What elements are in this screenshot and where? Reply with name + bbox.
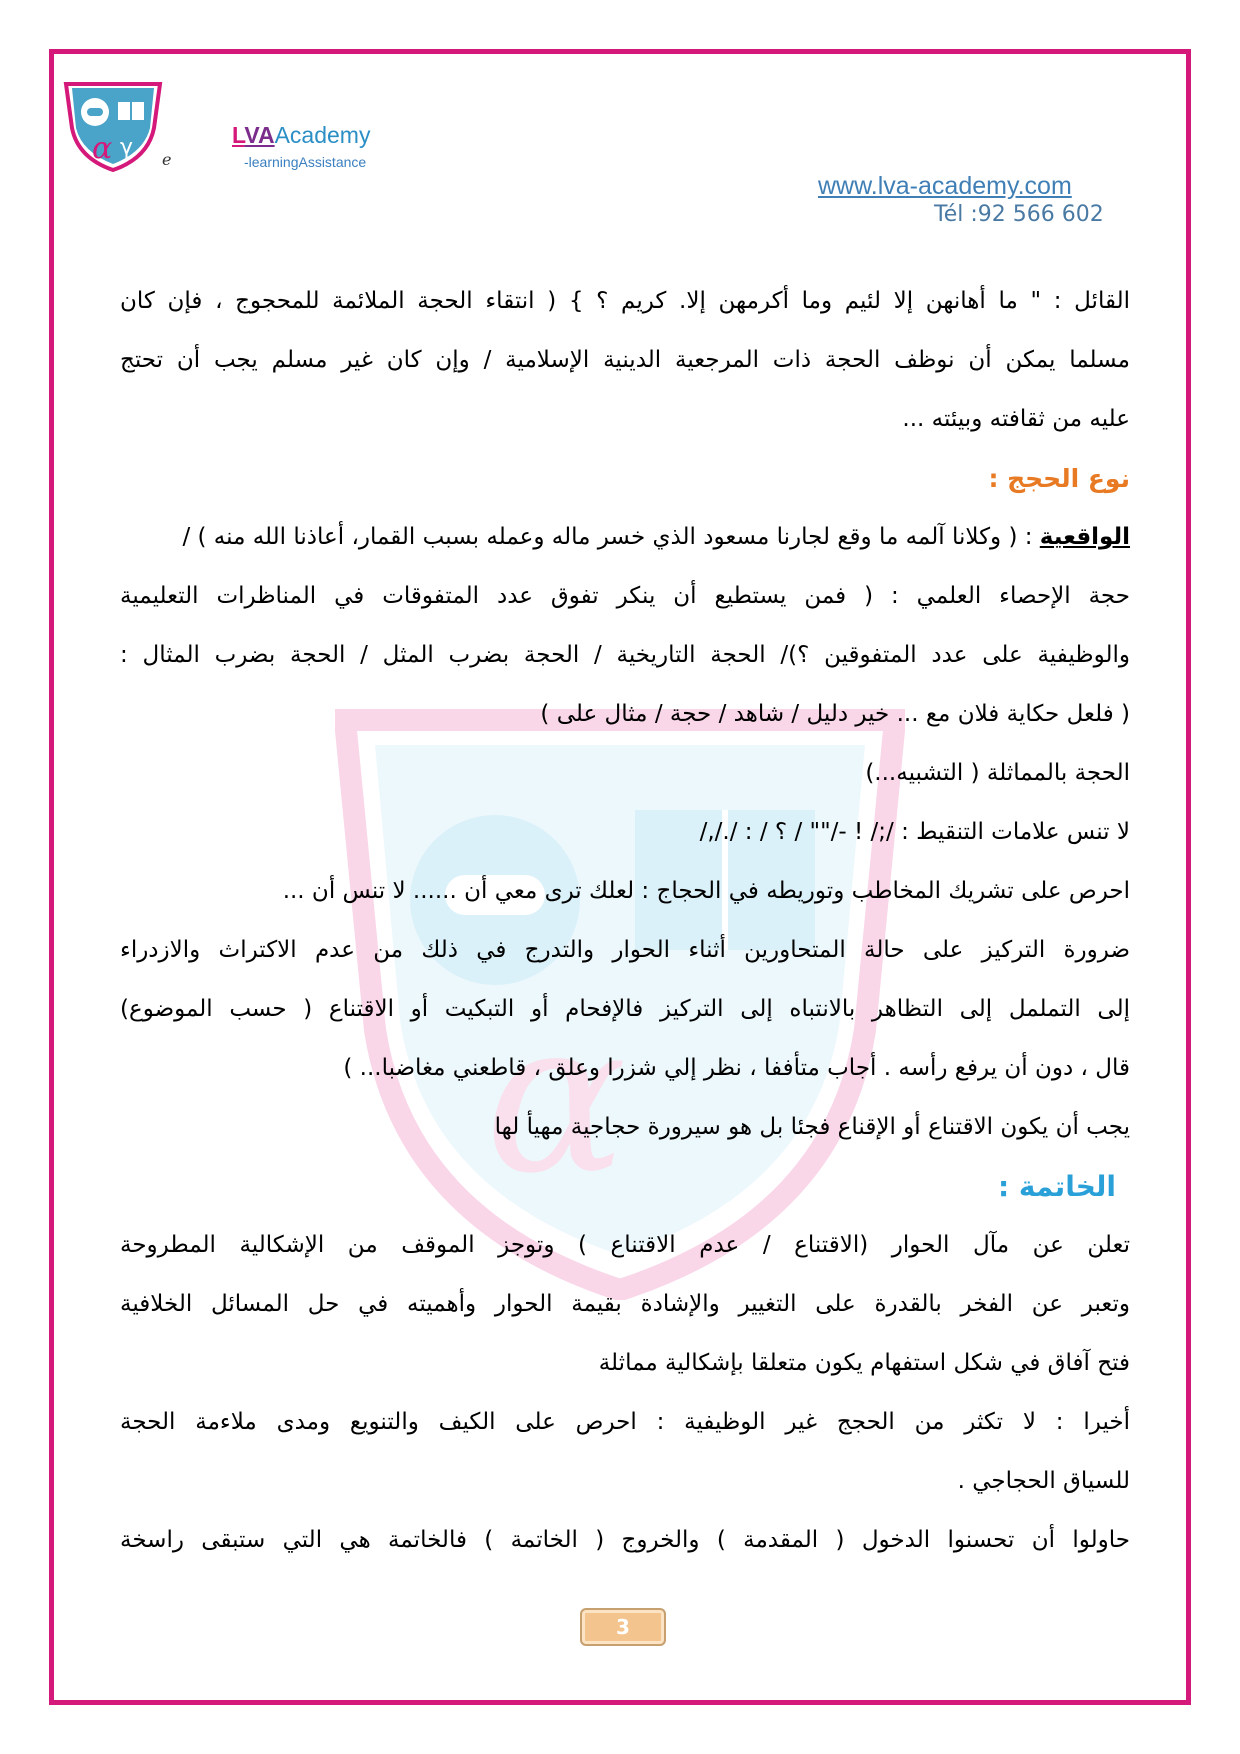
text-line: للسياق الحجاجي . xyxy=(957,1468,1130,1494)
brand-name xyxy=(232,122,370,149)
text-line: والوظيفية على عدد المتفوقين ؟)/ الحجة التاريخية / الحجة بضرب المثل / الحجة بضرب المثال : xyxy=(120,642,1130,668)
heading-conclusion: الخاتمة : xyxy=(997,1170,1116,1203)
text-line: الحجة بالمماثلة ( التشبيه...) xyxy=(865,760,1130,786)
text-line: احرص على تشريك المخاطب وتوريطه في الحجاج : لعلك ترى معي أن ...... لا تنس أن ... xyxy=(282,878,1130,904)
svg-text:α: α xyxy=(485,975,627,1220)
text-line: وتعبر عن الفخر بالقدرة على التغيير والإشادة بقيمة الحوار وأهميته في حل المسائل الخلافية xyxy=(120,1291,1130,1317)
brand-academy: Academy xyxy=(274,122,371,148)
text-line: تعلن عن مآل الحوار (الاقتناع / عدم الاقتناع ) وتوجز الموقف من الإشكالية المطروحة xyxy=(120,1232,1130,1258)
text-line: أخيرا : لا تكثر من الحجج غير الوظيفية : احرص على الكيف والتنويع ومدى ملاءمة الحجة xyxy=(120,1409,1130,1435)
svg-text:α: α xyxy=(92,131,113,166)
text-line: فتح آفاق في شكل استفهام يكون متعلقا بإشكالية مماثلة xyxy=(598,1350,1130,1376)
waqiiya-label: الواقعية xyxy=(1039,524,1130,550)
phone-number: Tél :92 566 602 xyxy=(934,202,1104,227)
text-line: مسلما يمكن أن نوظف الحجة ذات المرجعية الدينية الإسلامية / وإن كان غير مسلم يجب أن تحتج xyxy=(120,347,1130,373)
brand-va: VA xyxy=(244,122,275,148)
text-line: عليه من ثقافته وبيئته ... xyxy=(902,406,1130,432)
waqiiya-text: : ( وكلانا آلمه ما وقع لجارنا مسعود الذي خسر ماله وعمله بسبب القمار، أعاذنا الله منه ) / xyxy=(182,524,1040,550)
text-line: حاولوا أن تحسنوا الدخول ( المقدمة ) والخروج ( الخاتمة ) فالخاتمة هي التي ستبقى راسخة xyxy=(120,1527,1130,1553)
website-link[interactable]: www.lva-academy.com xyxy=(818,172,1072,200)
text-line: إلى التململ إلى التظاهر بالانتباه إلى التركيز فالإفحام أو التبكيت أو الاقتناع ( حسب الموضوع) xyxy=(120,996,1130,1022)
text-line: قال ، دون أن يرفع رأسه . أجاب متأففا ، نظر إلي شزرا وعلق ، قاطعني مغاضبا... ) xyxy=(343,1055,1130,1081)
heading-types-of-arguments: نوع الحجج : xyxy=(988,464,1130,493)
text-line: حجة الإحصاء العلمي : ( فمن يستطيع أن ينكر تفوق عدد المتفوقات في المناظرات التعليمية xyxy=(120,583,1130,609)
text-line: يجب أن يكون الاقتناع أو الإقناع فجئا بل هو سيرورة حجاجية مهيأ لها xyxy=(494,1114,1130,1140)
lva-logo xyxy=(58,78,168,174)
brand-l: L xyxy=(232,122,245,148)
svg-text:γ: γ xyxy=(120,135,134,160)
text-line: ( فلعل حكاية فلان مع ... خير دليل / شاهد / حجة / مثال على ) xyxy=(540,701,1130,727)
text-line: القائل : " ما أهانهن إلا لئيم وما أكرمهن إلا. كريم ؟ } ( انتقاء الحجة الملائمة للمحجوج ، فإن كان xyxy=(120,288,1130,314)
text-line-waqiiya xyxy=(120,508,1130,567)
text-line: ضرورة التركيز على حالة المتحاورين أثناء الحوار والتدرج في ذلك من عدم الاكتراث والازدراء xyxy=(120,937,1130,963)
page-number-badge: 3 xyxy=(580,1608,666,1646)
brand-tagline: -learningAssistance xyxy=(244,154,367,170)
text-line: لا تنس علامات التنقيط : /;/ ! -/"" / ؟ / : /./,/ xyxy=(699,819,1130,845)
logo-e-glyph: e xyxy=(162,150,172,169)
page-content xyxy=(120,272,1130,1570)
